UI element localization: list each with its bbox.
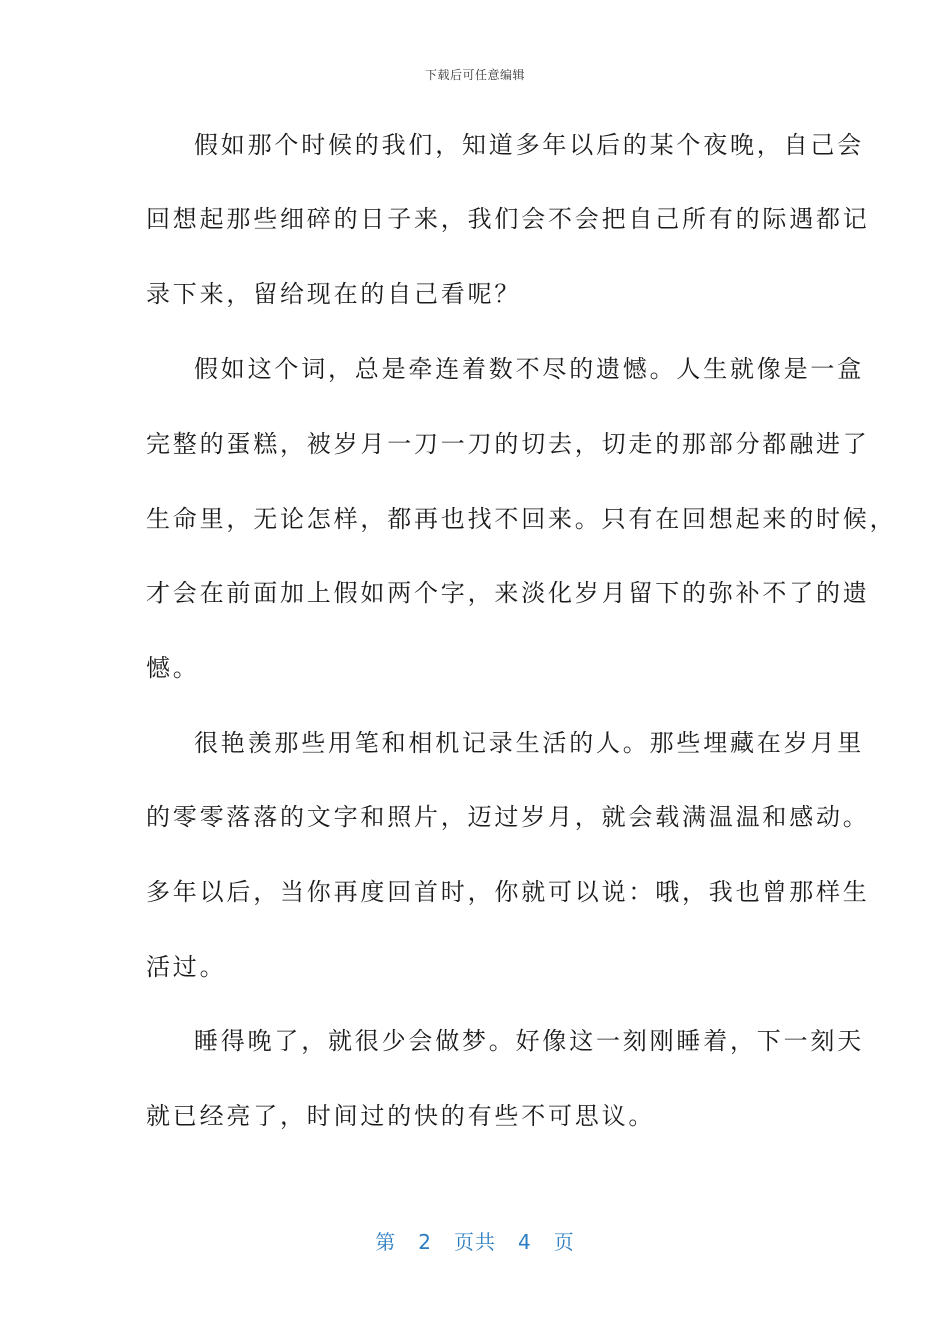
text-line: 假如这个词，总是牵连着数不尽的遗憾。人生就像是一盒: [194, 355, 864, 383]
text-line: 生命里，无论怎样，都再也找不回来。只有在回想起来的时候，: [146, 505, 897, 533]
text-line: 睡得晚了，就很少会做梦。好像这一刻刚睡着，下一刻天: [194, 1027, 864, 1055]
text-line: 回想起那些细碎的日子来，我们会不会把自己所有的际遇都记: [146, 205, 870, 233]
text-line: 完整的蛋糕，被岁月一刀一刀的切去，切走的那部分都融进了: [146, 430, 870, 458]
text-line: 憾。: [146, 654, 200, 682]
text-line: 很艳羡那些用笔和相机记录生活的人。那些埋藏在岁月里: [194, 729, 864, 757]
page-header: 下载后可任意编辑: [424, 68, 525, 82]
text-line: 才会在前面加上假如两个字，来淡化岁月留下的弥补不了的遗: [146, 579, 870, 607]
text-line: 的零零落落的文字和照片，迈过岁月，就会载满温温和感动。: [146, 803, 870, 831]
text-line: 录下来，留给现在的自己看呢？: [146, 280, 522, 308]
footer-middle: 页共: [454, 1230, 496, 1254]
footer-prefix: 第: [375, 1230, 397, 1254]
footer-total-pages: 4: [518, 1230, 532, 1254]
page-footer: [0, 1226, 950, 1255]
text-line: 多年以后，当你再度回首时，你就可以说：哦，我也曾那样生: [146, 878, 870, 906]
footer-suffix: 页: [553, 1230, 575, 1254]
text-line: 假如那个时候的我们，知道多年以后的某个夜晚，自己会: [194, 131, 864, 159]
footer-current-page: 2: [418, 1230, 432, 1254]
text-line: 就已经亮了，时间过的快的有些不可思议。: [146, 1102, 656, 1130]
text-line: 活过。: [146, 953, 227, 981]
